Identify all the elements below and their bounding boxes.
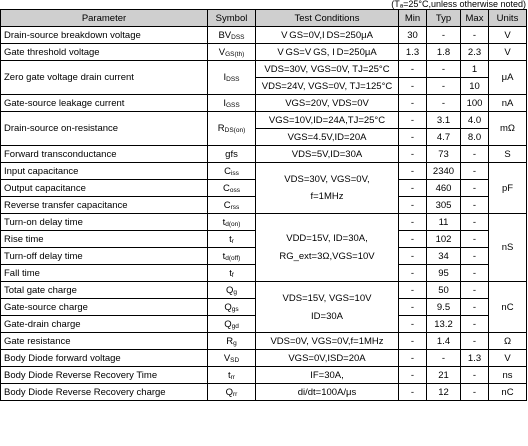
header-row — [1, 10, 527, 27]
max-cell: - — [461, 265, 489, 282]
condition-cell: VDS=30V, VGS=0V, TJ=25°C — [256, 61, 399, 78]
param-cell: Turn-on delay time — [1, 214, 208, 231]
typ-cell: 21 — [427, 367, 461, 384]
unit-cell: V — [489, 27, 527, 44]
max-cell: - — [461, 163, 489, 180]
min-cell: - — [399, 146, 427, 163]
typ-cell: 1.8 — [427, 44, 461, 61]
typ-cell: 460 — [427, 180, 461, 197]
min-cell: - — [399, 384, 427, 401]
condition-cell: VDS=0V, VGS=0V,f=1MHz — [256, 333, 399, 350]
condition-cell: VDS=24V, VGS=0V, TJ=125°C — [256, 78, 399, 95]
condition-cell: VDS=15V, VGS=10V ID=30A — [256, 282, 399, 333]
condition-cell: VDS=30V, VGS=0V, f=1MHz — [256, 163, 399, 214]
max-cell: 100 — [461, 95, 489, 112]
table-row — [1, 282, 527, 299]
table-row — [1, 146, 527, 163]
symbol-cell: gfs — [208, 146, 256, 163]
condition-cell: VGS=10V,ID=24A,TJ=25°C — [256, 112, 399, 129]
typ-cell: 95 — [427, 265, 461, 282]
min-cell: - — [399, 350, 427, 367]
typ-cell: 13.2 — [427, 316, 461, 333]
max-cell: 4.0 — [461, 112, 489, 129]
min-cell: 1.3 — [399, 44, 427, 61]
symbol-cell: $Q_g$ — [208, 282, 256, 299]
symbol-cell: $I_{DSS}$ — [208, 61, 256, 95]
max-cell: 1.3 — [461, 350, 489, 367]
min-cell: - — [399, 78, 427, 95]
min-cell: - — [399, 299, 427, 316]
max-cell: - — [461, 248, 489, 265]
symbol-cell: $t_{d(off)}$ — [208, 248, 256, 265]
unit-cell: V — [489, 44, 527, 61]
table-row — [1, 350, 527, 367]
symbol-cell: $V_{GS(th)}$ — [208, 44, 256, 61]
param-cell: Gate resistance — [1, 333, 208, 350]
param-cell: Rise time — [1, 231, 208, 248]
min-cell: - — [399, 214, 427, 231]
max-cell: - — [461, 282, 489, 299]
param-cell: Gate-source charge — [1, 299, 208, 316]
unit-cell: nS — [489, 214, 527, 282]
table-row — [1, 61, 527, 78]
min-cell: - — [399, 316, 427, 333]
param-cell: Gate-source leakage current — [1, 95, 208, 112]
min-cell: - — [399, 248, 427, 265]
min-cell: - — [399, 333, 427, 350]
typ-cell: 2340 — [427, 163, 461, 180]
typ-cell: 3.1 — [427, 112, 461, 129]
header-max: Max — [461, 10, 489, 27]
condition-cell: VDS=5V,ID=30A — [256, 146, 399, 163]
condition-cell: VDD=15V, ID=30A, RG_ext=3Ω,VGS=10V — [256, 214, 399, 282]
symbol-cell: $C_{rss}$ — [208, 197, 256, 214]
unit-cell: nC — [489, 282, 527, 333]
param-cell: Drain-source on-resistance — [1, 112, 208, 146]
condition-cell: V GS=0V,I DS=250μA — [256, 27, 399, 44]
symbol-cell: $t_{d(on)}$ — [208, 214, 256, 231]
typ-cell: - — [427, 27, 461, 44]
condition-cell: VGS=0V,ISD=20A — [256, 350, 399, 367]
max-cell: - — [461, 214, 489, 231]
table-row — [1, 44, 527, 61]
unit-cell: V — [489, 350, 527, 367]
header-parameter: Parameter — [1, 10, 208, 27]
table-row — [1, 27, 527, 44]
max-cell: - — [461, 27, 489, 44]
min-cell: - — [399, 163, 427, 180]
unit-cell: pF — [489, 163, 527, 214]
param-cell: Input capacitance — [1, 163, 208, 180]
symbol-cell: $Q_{gd}$ — [208, 316, 256, 333]
symbol-cell: $t_f$ — [208, 265, 256, 282]
unit-cell: Ω — [489, 333, 527, 350]
max-cell: - — [461, 299, 489, 316]
max-cell: - — [461, 231, 489, 248]
condition-cell: VGS=20V, VDS=0V — [256, 95, 399, 112]
typ-cell: 4.7 — [427, 129, 461, 146]
max-cell: - — [461, 316, 489, 333]
max-cell: - — [461, 384, 489, 401]
symbol-cell: $t_{rr}$ — [208, 367, 256, 384]
max-cell: - — [461, 333, 489, 350]
table-row — [1, 367, 527, 384]
condition-cell: di/dt=100A/μs — [256, 384, 399, 401]
unit-cell: mΩ — [489, 112, 527, 146]
table-row — [1, 163, 527, 180]
header-min: Min — [399, 10, 427, 27]
symbol-cell: $BV_{DSS}$ — [208, 27, 256, 44]
header-test-conditions: Test Conditions — [256, 10, 399, 27]
min-cell: - — [399, 282, 427, 299]
typ-cell: 102 — [427, 231, 461, 248]
unit-cell: S — [489, 146, 527, 163]
symbol-cell: $I_{GSS}$ — [208, 95, 256, 112]
min-cell: - — [399, 180, 427, 197]
table-row — [1, 333, 527, 350]
typ-cell: 9.5 — [427, 299, 461, 316]
typ-cell: 73 — [427, 146, 461, 163]
min-cell: 30 — [399, 27, 427, 44]
typ-cell: 50 — [427, 282, 461, 299]
unit-cell: ns — [489, 367, 527, 384]
header-units: Units — [489, 10, 527, 27]
unit-cell: μA — [489, 61, 527, 95]
conditions-note: (Tₐ=25°C,unless otherwise noted) — [391, 0, 526, 9]
min-cell: - — [399, 95, 427, 112]
condition-cell: IF=30A, — [256, 367, 399, 384]
max-cell: 8.0 — [461, 129, 489, 146]
param-cell: Gate threshold voltage — [1, 44, 208, 61]
min-cell: - — [399, 265, 427, 282]
max-cell: - — [461, 146, 489, 163]
header-symbol: Symbol — [208, 10, 256, 27]
typ-cell: 1.4 — [427, 333, 461, 350]
param-cell: Gate-drain charge — [1, 316, 208, 333]
table-row — [1, 384, 527, 401]
param-cell: Drain-source breakdown voltage — [1, 27, 208, 44]
electrical-characteristics-table — [0, 9, 527, 401]
symbol-cell: $C_{iss}$ — [208, 163, 256, 180]
table-row — [1, 214, 527, 231]
condition-cell: V GS=V GS, I D=250μA — [256, 44, 399, 61]
param-cell: Output capacitance — [1, 180, 208, 197]
max-cell: - — [461, 197, 489, 214]
symbol-cell: $Q_{gs}$ — [208, 299, 256, 316]
param-cell: Reverse transfer capacitance — [1, 197, 208, 214]
symbol-cell: $R_g$ — [208, 333, 256, 350]
param-cell: Forward transconductance — [1, 146, 208, 163]
min-cell: - — [399, 112, 427, 129]
min-cell: - — [399, 129, 427, 146]
max-cell: 2.3 — [461, 44, 489, 61]
typ-cell: 305 — [427, 197, 461, 214]
min-cell: - — [399, 231, 427, 248]
typ-cell: - — [427, 61, 461, 78]
min-cell: - — [399, 367, 427, 384]
max-cell: 1 — [461, 61, 489, 78]
table-row — [1, 112, 527, 129]
typ-cell: - — [427, 95, 461, 112]
unit-cell: nA — [489, 95, 527, 112]
symbol-cell: $Q_{rr}$ — [208, 384, 256, 401]
max-cell: 10 — [461, 78, 489, 95]
typ-cell: 12 — [427, 384, 461, 401]
max-cell: - — [461, 367, 489, 384]
param-cell: Body Diode Reverse Recovery Time — [1, 367, 208, 384]
param-cell: Zero gate voltage drain current — [1, 61, 208, 95]
typ-cell: 11 — [427, 214, 461, 231]
symbol-cell: $t_r$ — [208, 231, 256, 248]
max-cell: - — [461, 180, 489, 197]
unit-cell: nC — [489, 384, 527, 401]
condition-cell: VGS=4.5V,ID=20A — [256, 129, 399, 146]
symbol-cell: $C_{oss}$ — [208, 180, 256, 197]
table-row — [1, 95, 527, 112]
symbol-cell: $V_{SD}$ — [208, 350, 256, 367]
min-cell: - — [399, 197, 427, 214]
min-cell: - — [399, 61, 427, 78]
param-cell: Total gate charge — [1, 282, 208, 299]
typ-cell: - — [427, 78, 461, 95]
symbol-cell: $R_{DS(on)}$ — [208, 112, 256, 146]
param-cell: Body Diode forward voltage — [1, 350, 208, 367]
header-typ: Typ — [427, 10, 461, 27]
param-cell: Fall time — [1, 265, 208, 282]
param-cell: Body Diode Reverse Recovery charge — [1, 384, 208, 401]
param-cell: Turn-off delay time — [1, 248, 208, 265]
typ-cell: 34 — [427, 248, 461, 265]
typ-cell: - — [427, 350, 461, 367]
